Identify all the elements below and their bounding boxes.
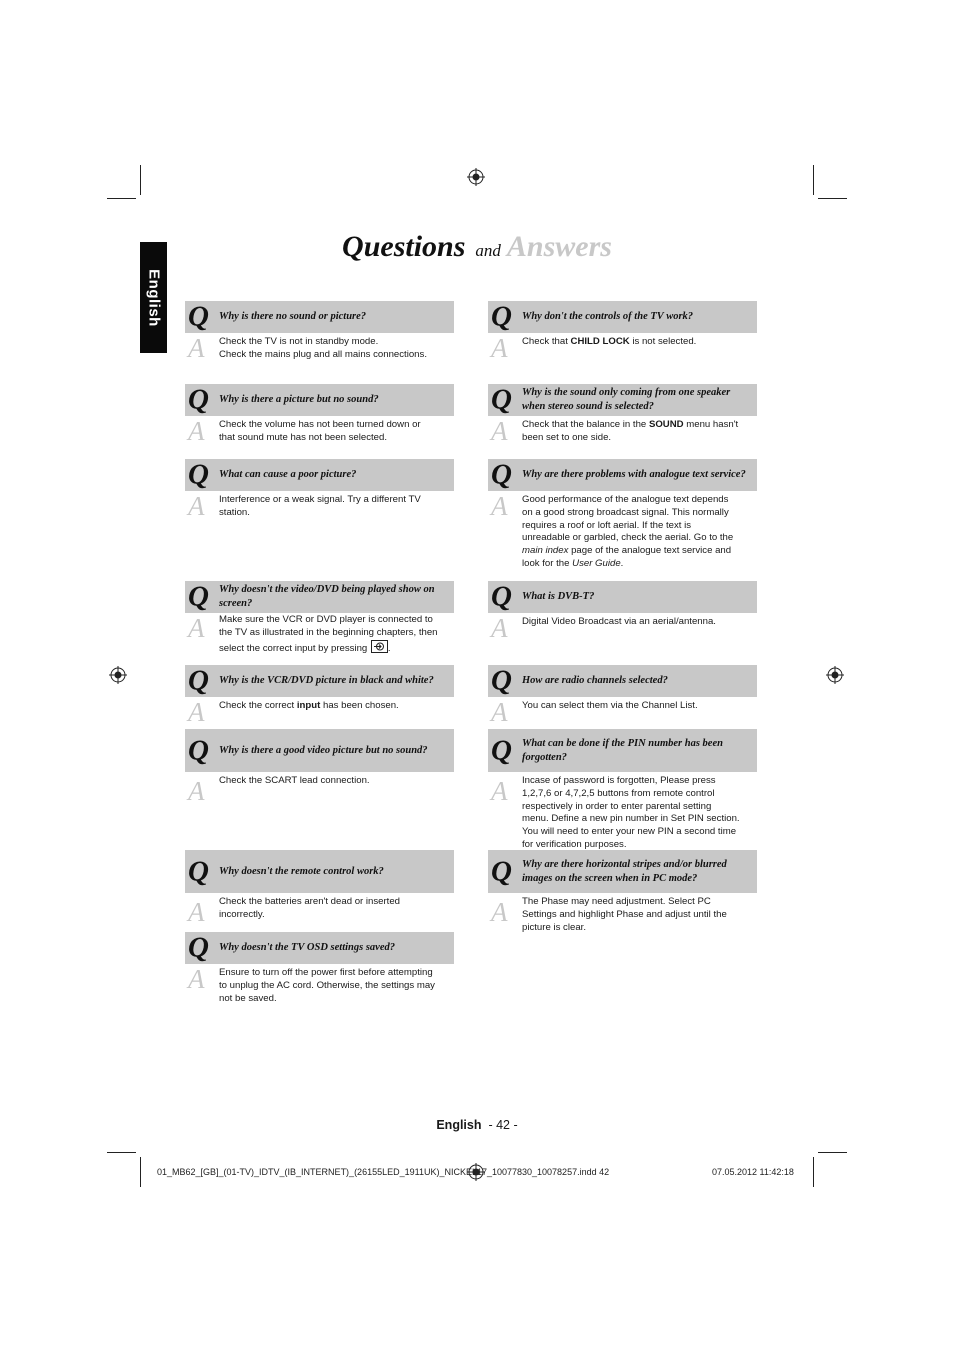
answer-line: Incase of password is forgotten, Please press — [522, 775, 716, 786]
answer-line: picture is clear. — [522, 921, 586, 933]
q-icon: Q — [491, 383, 512, 416]
answer-line: respectively in order to enter parental setting — [522, 800, 712, 812]
answer-text: . — [620, 557, 624, 569]
q-icon: Q — [188, 300, 209, 333]
answer-line: incorrectly. — [219, 908, 265, 920]
question-text: How are radio channels selected? — [522, 675, 668, 686]
question-bar — [488, 459, 757, 491]
answer-line: menu. Define a new pin number in Set PIN section. — [522, 813, 740, 825]
q-icon: Q — [491, 458, 512, 491]
q-icon: Q — [188, 458, 209, 491]
answer — [185, 893, 454, 927]
answer — [185, 964, 454, 1005]
answer-line: Check the TV is not in standby mode. — [219, 336, 379, 347]
registration-mark-icon — [467, 168, 485, 186]
question-bar — [185, 665, 454, 697]
question-text: Why are there horizontal stripes and/or blurred images on the screen when in PC mode? — [522, 858, 727, 884]
answer-text: Check the correct — [219, 700, 297, 711]
question-bar — [185, 301, 454, 333]
question-bar — [488, 729, 757, 772]
title-and: and — [475, 241, 501, 260]
crop-mark — [107, 198, 136, 199]
question-text: Why is the sound only coming from one speaker when stereo sound is selected? — [522, 387, 731, 412]
answer-line: select the correct input by pressing — [219, 642, 368, 654]
question-text: Why is there a picture but no sound? — [219, 394, 379, 405]
registration-mark-icon — [826, 666, 844, 684]
a-icon: A — [491, 897, 508, 927]
a-icon: A — [188, 613, 205, 643]
qa-item — [185, 729, 454, 806]
answer-line: been set to one side. — [522, 431, 612, 443]
answer — [185, 772, 454, 806]
question-bar — [488, 850, 757, 893]
a-icon: A — [188, 416, 205, 446]
answer-line: station. — [219, 506, 250, 518]
q-icon: Q — [491, 664, 512, 697]
answer-text: has been chosen. — [320, 700, 399, 711]
a-icon: A — [491, 776, 508, 806]
answer-line: Check the volume has not been turned down or — [219, 419, 421, 430]
crop-mark — [140, 165, 141, 195]
qa-item — [185, 850, 454, 927]
q-icon: Q — [188, 855, 209, 887]
crop-mark — [813, 165, 814, 195]
question-bar — [488, 581, 757, 613]
answer-line: You can select them via the Channel List. — [522, 700, 698, 711]
qa-item — [185, 664, 454, 727]
answer-line: Check the SCART lead connection. — [219, 775, 370, 786]
answer-line: The Phase may need adjustment. Select PC — [522, 896, 711, 907]
question-text: What can be done if the PIN number has been forgotten? — [522, 737, 723, 763]
a-icon: A — [491, 613, 508, 643]
answer-text: Check that — [522, 336, 571, 347]
question-bar — [185, 850, 454, 893]
answer — [488, 613, 757, 643]
answer-line: Check the mains plug and all mains connections. — [219, 348, 427, 360]
crop-mark — [813, 1157, 814, 1187]
q-icon: Q — [491, 300, 512, 333]
a-icon: A — [491, 333, 508, 363]
q-icon: Q — [491, 580, 512, 613]
question-bar — [488, 301, 757, 333]
a-icon: A — [188, 333, 205, 363]
registration-mark-icon — [109, 666, 127, 684]
answer-line: on a good strong broadcast signal. This normally — [522, 506, 729, 518]
answer-text: menu hasn't — [683, 419, 739, 430]
answer-line: the TV as illustrated in the beginning chapters, then — [219, 626, 438, 638]
answer-bold: input — [296, 700, 321, 711]
answer-line: to unplug the AC cord. Otherwise, the settings may — [219, 979, 435, 991]
answer — [488, 491, 757, 571]
question-text: What is DVB-T? — [522, 591, 595, 602]
qa-item — [185, 459, 454, 520]
answer — [488, 772, 757, 852]
answer-line: Check the batteries aren't dead or inserted — [219, 896, 401, 907]
answer-line: Make sure the VCR or DVD player is connected to — [219, 614, 433, 625]
question-bar — [488, 665, 757, 697]
language-tab — [140, 242, 167, 353]
answer-line: Interference or a weak signal. Try a different TV — [219, 494, 421, 505]
qa-item — [488, 580, 757, 643]
qa-item — [488, 300, 757, 363]
a-icon: A — [188, 964, 205, 994]
question-text: Why is the VCR/DVD picture in black and white? — [219, 675, 434, 686]
answer-text: is not selected. — [629, 336, 697, 347]
answer-line: requires a roof or loft aerial. If the text is — [522, 519, 692, 531]
qa-item — [185, 384, 454, 445]
question-text: Why is there a good video picture but no sound? — [219, 744, 428, 756]
q-icon: Q — [188, 734, 209, 766]
answer-line: Settings and highlight Phase and adjust until the — [522, 908, 727, 920]
answer-text: page of the analogue text service and — [568, 545, 732, 557]
question-bar — [185, 384, 454, 416]
question-bar — [185, 459, 454, 491]
answer-line: not be saved. — [219, 992, 277, 1004]
question-bar — [185, 932, 454, 964]
a-icon: A — [491, 416, 508, 446]
qa-item — [185, 932, 454, 1005]
question-text: Why doesn't the TV OSD settings saved? — [219, 942, 395, 953]
crop-mark — [107, 1152, 136, 1153]
q-icon: Q — [188, 664, 209, 697]
qa-item — [488, 664, 757, 727]
qa-item — [185, 301, 454, 362]
footer-language: English — [436, 1118, 482, 1132]
answer-line: that sound mute has not been selected. — [219, 431, 388, 443]
page-number: - 42 - — [488, 1118, 518, 1132]
answer-line: You will need to enter your new PIN a second time — [522, 826, 737, 838]
answer — [185, 697, 454, 727]
qa-item — [488, 729, 757, 852]
answer-bold: CHILD LOCK — [570, 336, 630, 347]
answer-italic: User Guide — [572, 557, 621, 569]
question-text: Why doesn't the remote control work? — [219, 865, 384, 877]
answer — [488, 697, 757, 727]
question-bar — [185, 729, 454, 772]
question-bar — [488, 384, 757, 416]
q-icon: Q — [188, 580, 209, 613]
answer-line: Ensure to turn off the power first before attempting — [219, 967, 433, 978]
qa-item — [488, 850, 757, 934]
question-bar — [185, 581, 454, 613]
q-icon: Q — [188, 383, 209, 416]
q-icon: Q — [188, 931, 209, 964]
answer — [488, 333, 757, 363]
page-footer — [0, 1118, 954, 1132]
a-icon: A — [491, 491, 508, 521]
answer-line: 1,2,7,6 or 4,7,2,5 buttons from remote control — [522, 787, 715, 799]
answer-line: for verification purposes. — [522, 838, 627, 850]
crop-mark — [818, 198, 847, 199]
a-icon: A — [188, 776, 205, 806]
question-text: Why doesn't the video/DVD being played show on screen? — [219, 584, 435, 609]
answer-bold: SOUND — [648, 419, 684, 430]
language-tab-label: English — [145, 268, 162, 327]
question-text: Why is there no sound or picture? — [219, 311, 367, 322]
question-text: What can cause a poor picture? — [219, 469, 357, 480]
crop-mark — [140, 1157, 141, 1187]
answer — [185, 416, 454, 445]
answer-text: look for the — [522, 557, 573, 569]
question-text: Why are there problems with analogue text service? — [522, 469, 746, 480]
a-icon: A — [491, 697, 508, 727]
answer: A Make sure the VCR or DVD player is connected to the TV as illustrated in the beginning chapters, then select the correct input by pressing . — [185, 613, 454, 655]
a-icon: A — [188, 897, 205, 927]
source-button-icon — [371, 640, 388, 653]
qa-item — [488, 459, 757, 571]
answer-line: Good performance of the analogue text depends — [522, 494, 729, 505]
answer — [488, 893, 757, 934]
answer-text: Check that the balance in the — [522, 419, 649, 430]
title-answers: Answers — [506, 230, 612, 263]
answer-line: unreadable or garbled, check the aerial. Go to the — [522, 532, 734, 544]
question-text: Why don't the controls of the TV work? — [522, 311, 694, 322]
title-questions: Questions — [342, 230, 466, 263]
qa-item — [488, 384, 757, 445]
answer-line: Digital Video Broadcast via an aerial/antenna. — [522, 616, 716, 627]
answer-italic: main index — [522, 545, 569, 557]
crop-mark — [818, 1152, 847, 1153]
answer — [185, 333, 454, 362]
q-icon: Q — [491, 734, 512, 766]
answer — [488, 416, 757, 445]
print-slug-date: 07.05.2012 11:42:18 — [712, 1167, 794, 1177]
a-icon: A — [188, 697, 205, 727]
print-slug-file: 01_MB62_[GB]_(01-TV)_IDTV_(IB_INTERNET)_(26155LED_1911UK)_NICKEL17_10077830_10078257.indd 42 — [157, 1167, 610, 1177]
q-icon: Q — [491, 855, 512, 887]
answer — [185, 491, 454, 520]
a-icon: A — [188, 491, 205, 521]
qa-item — [185, 581, 454, 655]
